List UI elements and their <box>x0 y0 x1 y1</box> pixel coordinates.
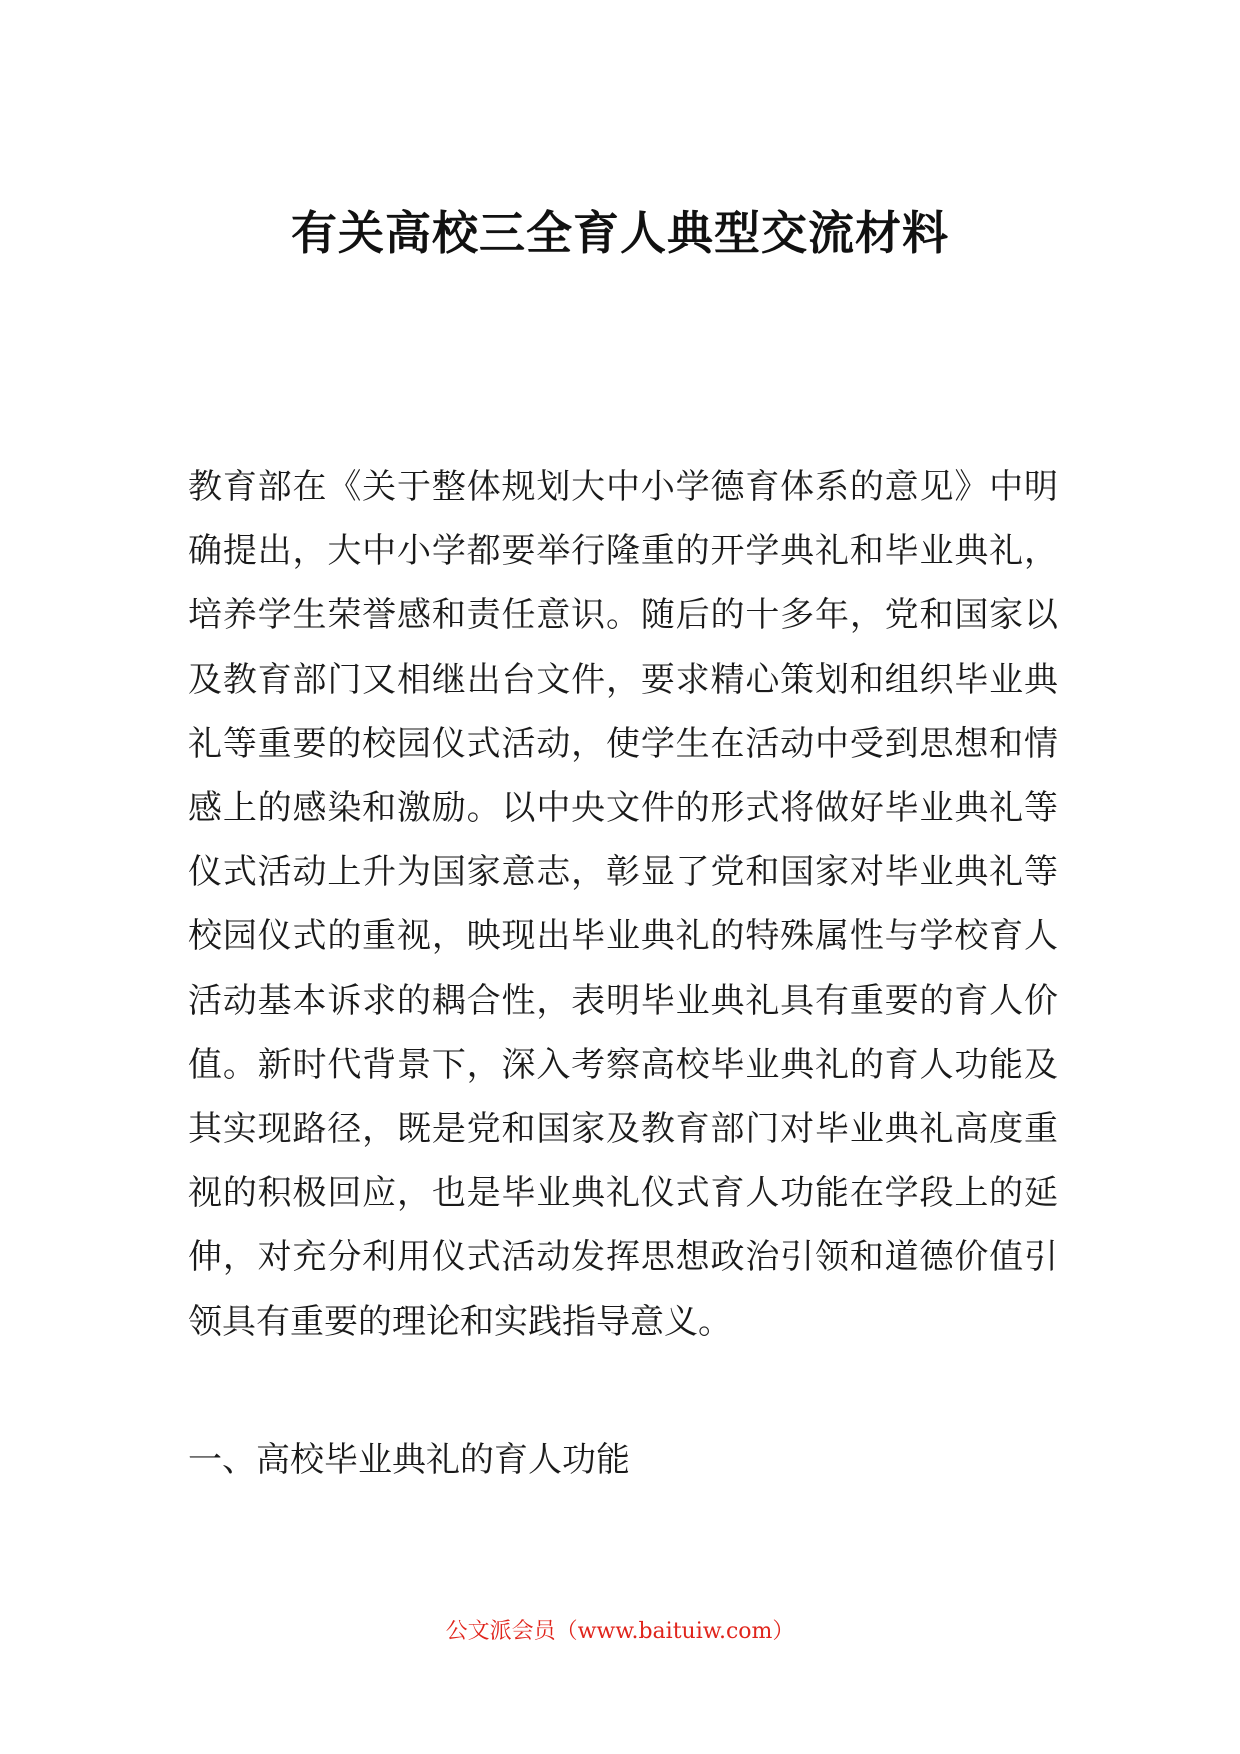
body-paragraph: 教育部在《关于整体规划大中小学德育体系的意见》中明确提出，大中小学都要举行隆重的开学典礼和毕业典礼，培养学生荣誉感和责任意识。随后的十多年，党和国家以及教育部门又相继出台文件，要求精心策划和组织毕业典礼等重要的校园仪式活动，使学生在活动中受到思想和情感上的感染和激励。以中央文件的形式将做好毕业典礼等仪式活动上升为国家意志，彰显了党和国家对毕业典礼等校园仪式的重视，映现出毕业典礼的特殊属性与学校育人活动基本诉求的耦合性，表明毕业典礼具有重要的育人价值。新时代背景下，深入考察高校毕业典礼的育人功能及其实现路径，既是党和国家及教育部门对毕业典礼高度重视的积极回应，也是毕业典礼仪式育人功能在学段上的延伸，对充分利用仪式活动发挥思想政治引领和道德价值引领具有重要的理论和实践指导意义。 <box>188 467 1058 1342</box>
document-title: 有关高校三全育人典型交流材料 <box>291 206 949 260</box>
section-heading: 一、高校毕业典礼的育人功能 <box>188 1440 630 1480</box>
footer-watermark: 公文派会员（www.baituiw.com） <box>445 1619 795 1644</box>
